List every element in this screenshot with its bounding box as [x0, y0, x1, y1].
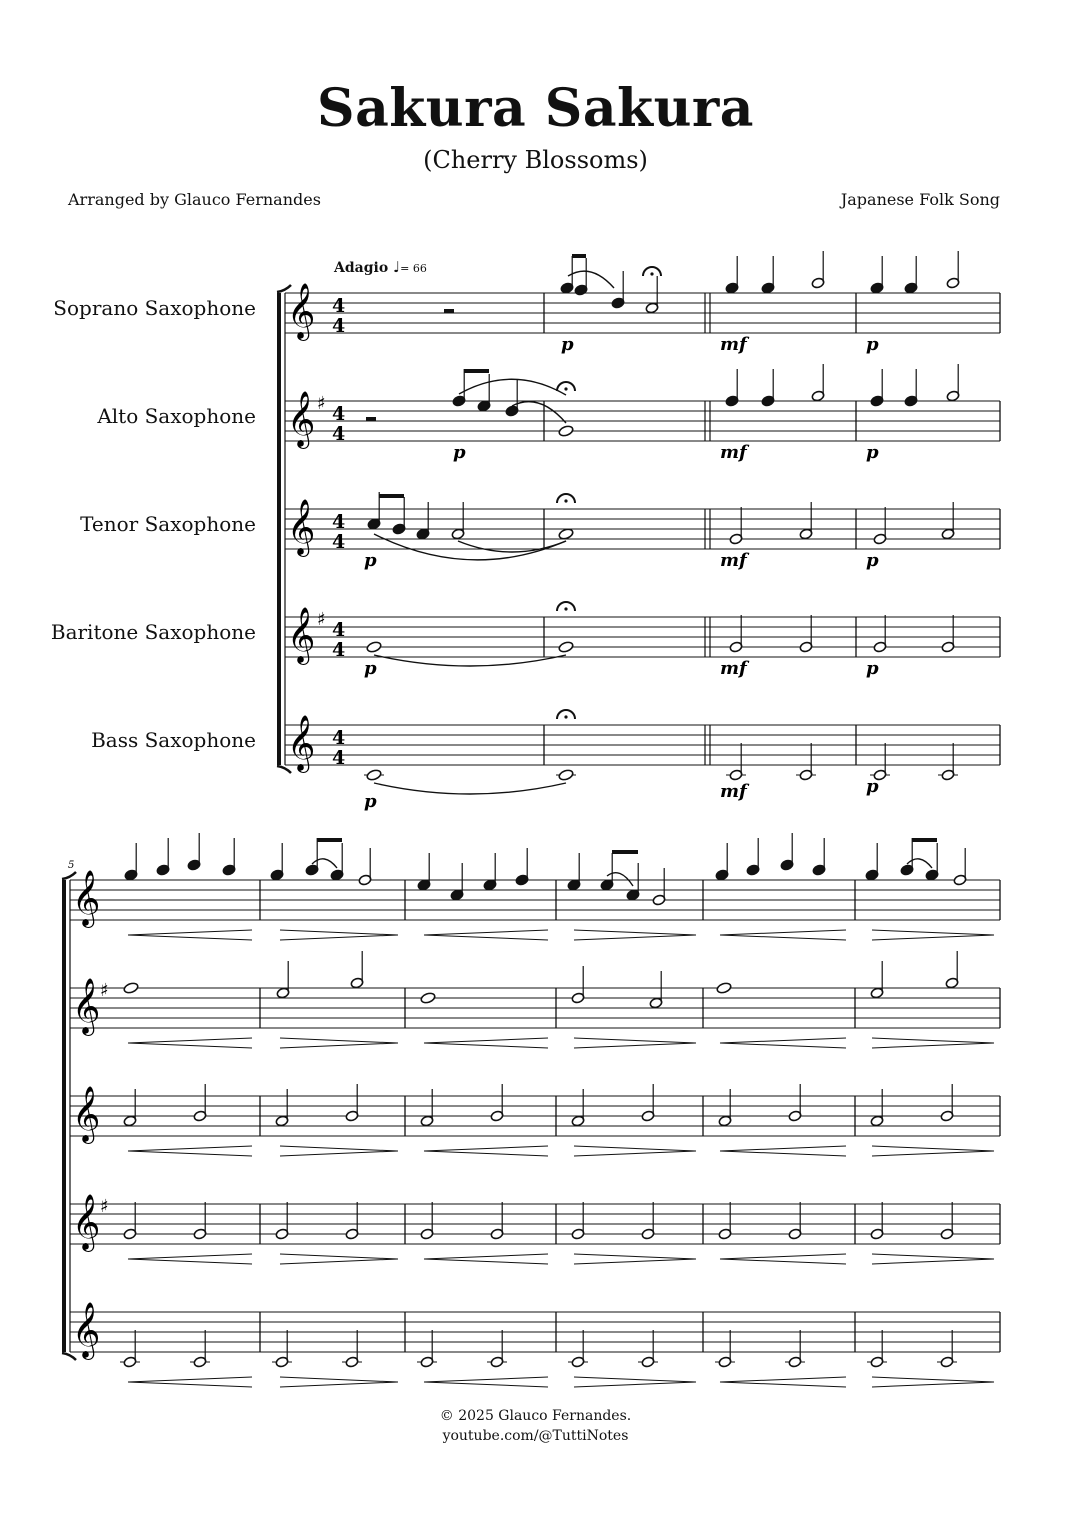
decrescendo-hairpin — [280, 1043, 398, 1048]
decrescendo-hairpin — [574, 1254, 696, 1259]
sharp-key-signature-icon: ♯ — [100, 1196, 109, 1217]
time-signature-numerator: 4 — [332, 403, 346, 425]
treble-clef-icon: 𝄞 — [287, 283, 316, 339]
fermata-dot — [564, 607, 567, 610]
time-signature-denominator: 4 — [332, 531, 346, 553]
sharp-key-signature-icon: ♯ — [100, 980, 109, 1001]
decrescendo-hairpin — [872, 1043, 994, 1048]
crescendo-hairpin — [128, 1259, 252, 1264]
decrescendo-hairpin — [574, 1377, 696, 1382]
decrescendo-hairpin — [574, 935, 696, 940]
composer-credit: Japanese Folk Song — [840, 190, 1000, 209]
decrescendo-hairpin — [280, 1146, 398, 1151]
decrescendo-hairpin — [574, 1382, 696, 1387]
crescendo-hairpin — [720, 1038, 846, 1043]
dynamic-p: p — [364, 550, 377, 571]
crescendo-hairpin — [720, 1151, 846, 1156]
slur — [458, 541, 566, 552]
crescendo-hairpin — [128, 1146, 252, 1151]
dynamic-p: p — [453, 442, 466, 463]
crescendo-hairpin — [424, 1146, 548, 1151]
treble-clef-icon: 𝄞 — [287, 607, 316, 663]
decrescendo-hairpin — [872, 1146, 994, 1151]
slur — [374, 783, 566, 794]
crescendo-hairpin — [720, 1146, 846, 1151]
instrument-label-baritone: Baritone Saxophone — [50, 620, 256, 644]
treble-clef-icon: 𝄞 — [287, 715, 316, 771]
crescendo-hairpin — [720, 935, 846, 940]
dynamic-mf: mf — [720, 334, 747, 355]
fermata-dot — [564, 387, 567, 390]
crescendo-hairpin — [128, 935, 252, 940]
decrescendo-hairpin — [872, 1254, 994, 1259]
time-signature-numerator: 4 — [332, 511, 346, 533]
instrument-label-bass: Bass Saxophone — [91, 728, 256, 752]
crescendo-hairpin — [424, 935, 548, 940]
crescendo-hairpin — [128, 1382, 252, 1387]
crescendo-hairpin — [720, 1382, 846, 1387]
treble-clef-icon: 𝄞 — [72, 1194, 101, 1250]
note-head — [716, 982, 732, 995]
sharp-key-signature-icon: ♯ — [317, 393, 326, 414]
dynamic-p: p — [866, 334, 879, 355]
treble-clef-icon: 𝄞 — [72, 1302, 101, 1358]
decrescendo-hairpin — [872, 1151, 994, 1156]
decrescendo-hairpin — [574, 1259, 696, 1264]
decrescendo-hairpin — [280, 1382, 398, 1387]
decrescendo-hairpin — [280, 1038, 398, 1043]
time-signature-numerator: 4 — [332, 295, 346, 317]
score-subtitle: (Cherry Blossoms) — [423, 146, 648, 174]
crescendo-hairpin — [128, 1043, 252, 1048]
time-signature-numerator: 4 — [332, 727, 346, 749]
note-head — [366, 641, 382, 654]
crescendo-hairpin — [424, 930, 548, 935]
tempo-value: = 66 — [400, 262, 427, 275]
crescendo-hairpin — [424, 1382, 548, 1387]
crescendo-hairpin — [720, 1254, 846, 1259]
crescendo-hairpin — [424, 1043, 548, 1048]
dynamic-p: p — [364, 791, 377, 812]
crescendo-hairpin — [720, 930, 846, 935]
decrescendo-hairpin — [574, 1151, 696, 1156]
note-head — [558, 528, 574, 541]
quarter-note-icon: ♩ — [393, 258, 401, 276]
note-head — [123, 982, 139, 995]
decrescendo-hairpin — [574, 1043, 696, 1048]
score-title: Sakura Sakura — [317, 78, 754, 139]
system-2 — [62, 833, 1000, 1387]
footer-copyright: © 2025 Glauco Fernandes. — [439, 1408, 632, 1424]
measure-number: 5 — [68, 860, 75, 871]
note-head — [558, 769, 574, 782]
decrescendo-hairpin — [280, 930, 398, 935]
instrument-label-tenor: Tenor Saxophone — [80, 512, 256, 536]
crescendo-hairpin — [720, 1377, 846, 1382]
slur — [374, 534, 566, 560]
instrument-label-alto: Alto Saxophone — [97, 404, 256, 428]
arranger-credit: Arranged by Glauco Fernandes — [68, 190, 321, 209]
treble-clef-icon: 𝄞 — [287, 499, 316, 555]
decrescendo-hairpin — [280, 1254, 398, 1259]
decrescendo-hairpin — [872, 1382, 994, 1387]
dynamic-mf: mf — [720, 550, 747, 571]
crescendo-hairpin — [128, 1377, 252, 1382]
dynamic-p: p — [364, 658, 377, 679]
crescendo-hairpin — [128, 1254, 252, 1259]
treble-clef-icon: 𝄞 — [72, 978, 101, 1034]
decrescendo-hairpin — [280, 1259, 398, 1264]
crescendo-hairpin — [720, 1259, 846, 1264]
decrescendo-hairpin — [280, 1151, 398, 1156]
decrescendo-hairpin — [872, 930, 994, 935]
time-signature-denominator: 4 — [332, 747, 346, 769]
time-signature-denominator: 4 — [332, 423, 346, 445]
crescendo-hairpin — [128, 930, 252, 935]
crescendo-hairpin — [424, 1151, 548, 1156]
treble-clef-icon: 𝄞 — [72, 1086, 101, 1142]
dynamic-p: p — [561, 334, 574, 355]
treble-clef-icon: 𝄞 — [287, 391, 316, 447]
note-head — [558, 641, 574, 654]
decrescendo-hairpin — [280, 1377, 398, 1382]
crescendo-hairpin — [424, 1377, 548, 1382]
slur — [512, 402, 566, 423]
time-signature-denominator: 4 — [332, 315, 346, 337]
tempo-text: Adagio — [334, 260, 389, 276]
decrescendo-hairpin — [574, 930, 696, 935]
dynamic-p: p — [866, 550, 879, 571]
dynamic-p: p — [866, 442, 879, 463]
fermata-dot — [650, 272, 653, 275]
decrescendo-hairpin — [872, 1259, 994, 1264]
dynamic-mf: mf — [720, 658, 747, 679]
half-rest — [366, 417, 376, 421]
footer-url: youtube.com/@TuttiNotes — [442, 1428, 629, 1444]
crescendo-hairpin — [424, 1259, 548, 1264]
decrescendo-hairpin — [872, 1377, 994, 1382]
half-rest — [444, 309, 454, 313]
crescendo-hairpin — [424, 1038, 548, 1043]
decrescendo-hairpin — [872, 1038, 994, 1043]
fermata-dot — [564, 715, 567, 718]
crescendo-hairpin — [424, 1254, 548, 1259]
dynamic-p: p — [866, 776, 879, 797]
note-head — [420, 992, 436, 1005]
dynamic-mf: mf — [720, 442, 747, 463]
note-head — [366, 769, 382, 782]
time-signature-numerator: 4 — [332, 619, 346, 641]
decrescendo-hairpin — [872, 935, 994, 940]
note-head — [558, 425, 574, 438]
crescendo-hairpin — [128, 1151, 252, 1156]
crescendo-hairpin — [720, 1043, 846, 1048]
slur — [568, 271, 614, 288]
slur — [459, 379, 566, 395]
decrescendo-hairpin — [574, 1146, 696, 1151]
instrument-label-soprano: Soprano Saxophone — [53, 296, 256, 320]
system-1 — [277, 251, 1000, 812]
decrescendo-hairpin — [574, 1038, 696, 1043]
treble-clef-icon: 𝄞 — [72, 870, 101, 926]
dynamic-p: p — [866, 658, 879, 679]
sharp-key-signature-icon: ♯ — [317, 609, 326, 630]
fermata-dot — [564, 499, 567, 502]
time-signature-denominator: 4 — [332, 639, 346, 661]
decrescendo-hairpin — [280, 935, 398, 940]
dynamic-mf: mf — [720, 781, 747, 802]
crescendo-hairpin — [128, 1038, 252, 1043]
